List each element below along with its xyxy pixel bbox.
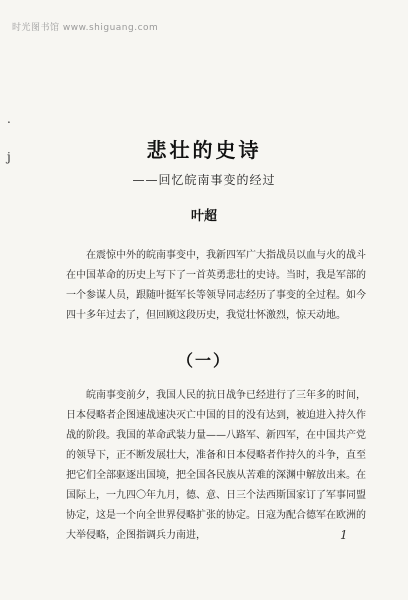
edge-mark: j bbox=[7, 150, 11, 164]
page-number: 1 bbox=[340, 528, 348, 542]
watermark: 时光图书馆 www.shiguang.com bbox=[12, 23, 159, 33]
intro-paragraph: 在震惊中外的皖南事变中，我新四军广大指战员以血与火的战斗在中国革命的历史上写下了一首英勇悲壮的史诗。当时，我是军部的一个参谋人员，跟随叶挺军长等领导同志经历了事变的全过程。如今四十多年过去了，但回顾这段历史，我觉壮怀激烈，惊天动地。 bbox=[66, 250, 366, 321]
article-subtitle: ——回忆皖南事变的经过 bbox=[132, 173, 276, 187]
section-heading: （一） bbox=[176, 351, 231, 370]
author-name: 叶超 bbox=[190, 209, 217, 224]
body-paragraph: 皖南事变前夕，我国人民的抗日战争已经进行了三年多的时间，日本侵略者企图速战速决灭亡中国的目的没有达到，被迫进入持久作战的阶段。我国的革命武装力量——八路军、新四军，在中国共产党的领导下，正不断发展壮大，准备和日本侵略者作持久的斗争，直至把它们全部驱逐出国境，把全国各民族从苦难的深渊中解放出来。在国际上，一九四〇年九月，德、意、日三个法西斯国家订了军事同盟协定，这是一个向全世界侵略扩张的协定。日寇为配合德军在欧洲的大举侵略，企图指调兵力南进， bbox=[66, 390, 366, 541]
article-title: 悲壮的史诗 bbox=[146, 138, 262, 162]
edge-mark: . bbox=[7, 112, 11, 126]
